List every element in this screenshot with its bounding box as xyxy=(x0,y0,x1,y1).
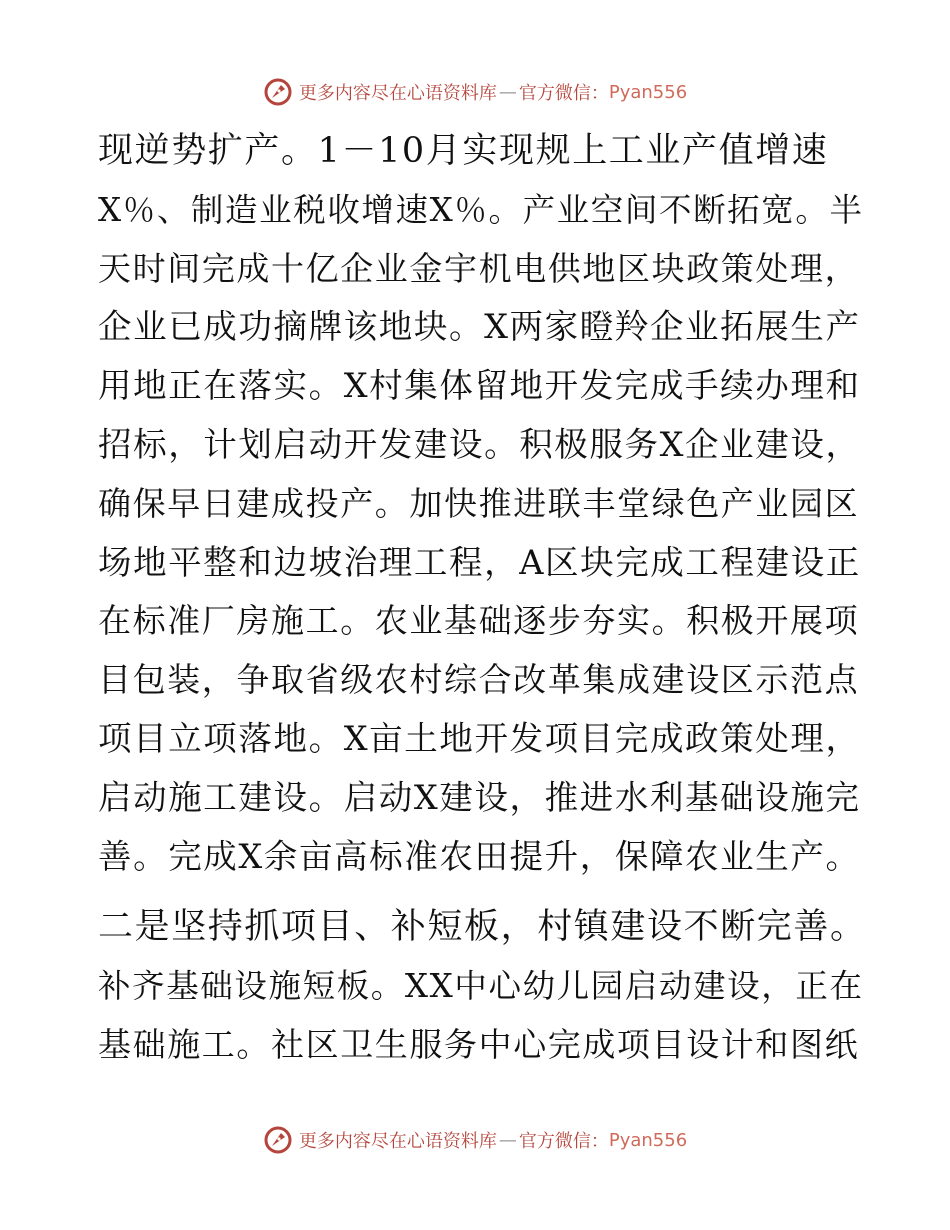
text-line: 招标，计划启动开发建设。积极服务X企业建设， xyxy=(98,424,861,464)
paragraph-gap xyxy=(98,886,868,898)
text-line: 在标准厂房施工。农业基础逐步夯实。积极开展项 xyxy=(98,601,860,641)
paragraph-1 xyxy=(98,122,868,886)
watermark-contact-id: Pyan556 xyxy=(608,81,688,103)
document-body xyxy=(98,122,868,1075)
watermark-contact-label: 官方微信： xyxy=(518,1131,609,1152)
watermark-contact-id: Pyan556 xyxy=(608,1129,688,1151)
text-line: 现逆势扩产。1－10月实现规上工业产值增速 xyxy=(98,131,829,171)
paragraph-2 xyxy=(98,898,868,1074)
text-line: X％、制造业税收增速X％。产业空间不断拓宽。半 xyxy=(98,190,864,229)
text-line: 目包装，争取省级农村综合改革集成建设区示范点 xyxy=(98,660,860,700)
text-line: 企业已成功摘牌该地块。X两家瞪羚企业拓展生产 xyxy=(98,307,861,347)
watermark-contact-label: 官方微信： xyxy=(518,83,609,104)
watermark-separator: — xyxy=(498,1129,517,1151)
watermark-site: 更多内容尽在心语资料库 xyxy=(298,1131,497,1152)
footer-watermark xyxy=(0,1120,950,1160)
pen-nib-circle-icon xyxy=(263,1125,293,1155)
header-watermark xyxy=(0,72,950,112)
text-line: 用地正在落实。X村集体留地开发完成手续办理和 xyxy=(98,366,861,406)
text-line: 天时间完成十亿企业金宇机电供地区块政策处理， xyxy=(98,248,860,288)
text-line: 善。完成X余亩高标准农田提升，保障农业生产。 xyxy=(98,836,861,876)
text-line: 启动施工建设。启动X建设，推进水利基础设施完 xyxy=(98,777,861,817)
text-line: 补齐基础设施短板。XX中心幼儿园启动建设，正在 xyxy=(98,967,864,1006)
text-line: 场地平整和边坡治理工程，A区块完成工程建设正 xyxy=(98,542,861,582)
pen-nib-circle-icon xyxy=(263,77,293,107)
text-line: 项目立项落地。X亩土地开发项目完成政策处理， xyxy=(98,718,861,758)
text-line: 确保早日建成投产。加快推进联丰堂绿色产业园区 xyxy=(98,483,860,523)
watermark-separator: — xyxy=(498,81,517,103)
watermark-site: 更多内容尽在心语资料库 xyxy=(298,83,497,104)
section-heading-line: 二是坚持抓项目、补短板，村镇建设不断完善。 xyxy=(98,907,867,948)
text-line: 基础施工。社区卫生服务中心完成项目设计和图纸 xyxy=(98,1024,860,1064)
